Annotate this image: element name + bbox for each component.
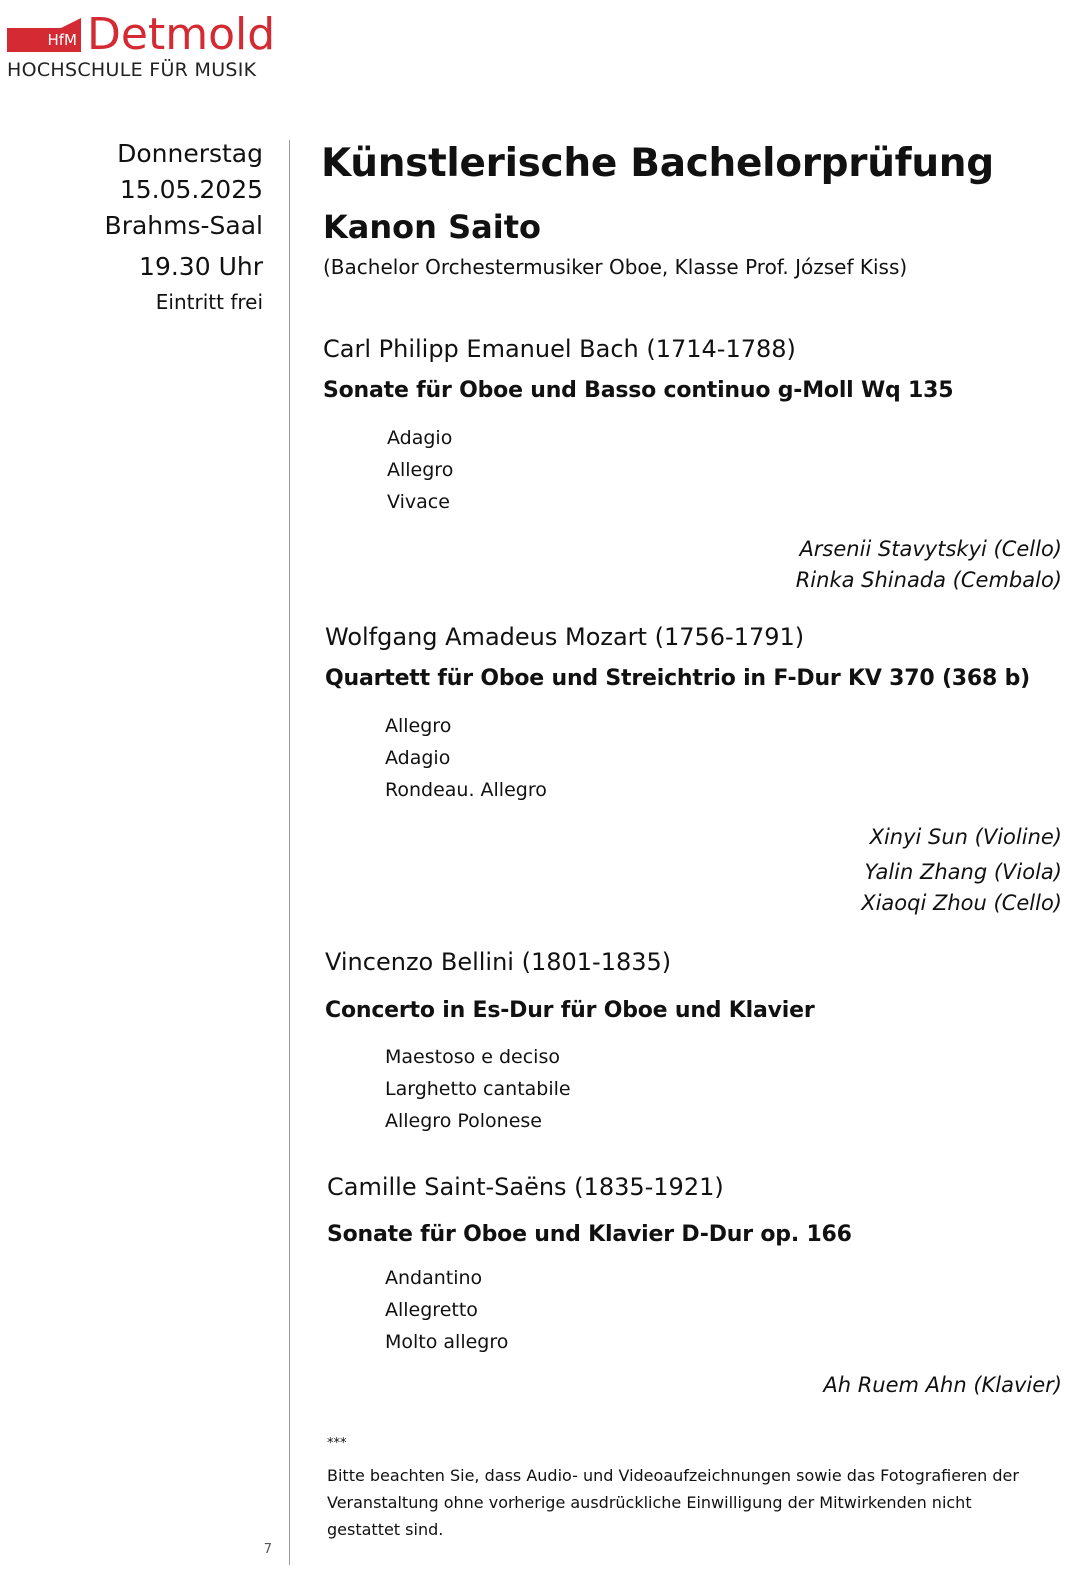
event-admission: Eintritt frei xyxy=(155,290,263,314)
column-divider xyxy=(289,140,290,1565)
notice-text: Veranstaltung ohne vorherige ausdrückliche Einwilligung der Mitwirkenden nicht xyxy=(327,1493,972,1512)
movement-item: Andantino xyxy=(385,1267,483,1289)
musician-credit: Rinka Shinada (Cembalo) xyxy=(795,568,1062,592)
musician-credit: Xinyi Sun (Violine) xyxy=(869,825,1062,849)
program-work: Sonate für Oboe und Basso continuo g-Moll Wq 135 xyxy=(323,378,954,403)
notice-text: gestattet sind. xyxy=(327,1520,444,1539)
movement-item: Adagio xyxy=(385,747,451,769)
movement-item: Allegro xyxy=(385,715,452,737)
musician-credit: Yalin Zhang (Viola) xyxy=(864,860,1062,884)
page-number: 7 xyxy=(263,1542,272,1557)
movement-item: Molto allegro xyxy=(385,1331,509,1353)
program-composer: Vincenzo Bellini (1801-1835) xyxy=(325,948,672,976)
page-title: Künstlerische Bachelorprüfung xyxy=(321,141,994,186)
separator-asterisks: *** xyxy=(327,1436,347,1451)
program-composer: Camille Saint-Saëns (1835-1921) xyxy=(327,1173,724,1201)
movement-item: Allegro xyxy=(387,459,454,481)
event-day: Donnerstag xyxy=(117,139,263,168)
event-venue: Brahms-Saal xyxy=(104,211,263,240)
logo-name: Detmold xyxy=(87,9,276,60)
program-composer: Wolfgang Amadeus Mozart (1756-1791) xyxy=(325,623,805,651)
movement-item: Adagio xyxy=(387,427,453,449)
logo-subtitle: HOCHSCHULE FÜR MUSIK xyxy=(7,59,257,81)
performer-detail: (Bachelor Orchestermusiker Oboe, Klasse Prof. József Kiss) xyxy=(323,255,908,279)
event-date: 15.05.2025 xyxy=(119,175,263,204)
program-work: Sonate für Oboe und Klavier D-Dur op. 166 xyxy=(327,1222,852,1247)
program-composer: Carl Philipp Emanuel Bach (1714-1788) xyxy=(323,335,796,363)
movement-item: Maestoso e deciso xyxy=(385,1046,560,1068)
movement-item: Vivace xyxy=(387,491,450,513)
notice-text: Bitte beachten Sie, dass Audio- und Videoaufzeichnungen sowie das Fotografieren der xyxy=(327,1466,1019,1485)
event-time: 19.30 Uhr xyxy=(139,252,263,281)
program-work: Quartett für Oboe und Streichtrio in F-Dur KV 370 (368 b) xyxy=(325,666,1030,691)
movement-item: Allegro Polonese xyxy=(385,1110,542,1132)
logo-badge: HfM xyxy=(7,28,81,52)
program-work: Concerto in Es-Dur für Oboe und Klavier xyxy=(325,998,815,1023)
performer-name: Kanon Saito xyxy=(323,208,541,246)
musician-credit: Xiaoqi Zhou (Cello) xyxy=(861,891,1062,915)
musician-credit: Ah Ruem Ahn (Klavier) xyxy=(823,1373,1062,1397)
movement-item: Allegretto xyxy=(385,1299,478,1321)
musician-credit: Arsenii Stavytskyi (Cello) xyxy=(799,537,1062,561)
movement-item: Rondeau. Allegro xyxy=(385,779,547,801)
movement-item: Larghetto cantabile xyxy=(385,1078,571,1100)
